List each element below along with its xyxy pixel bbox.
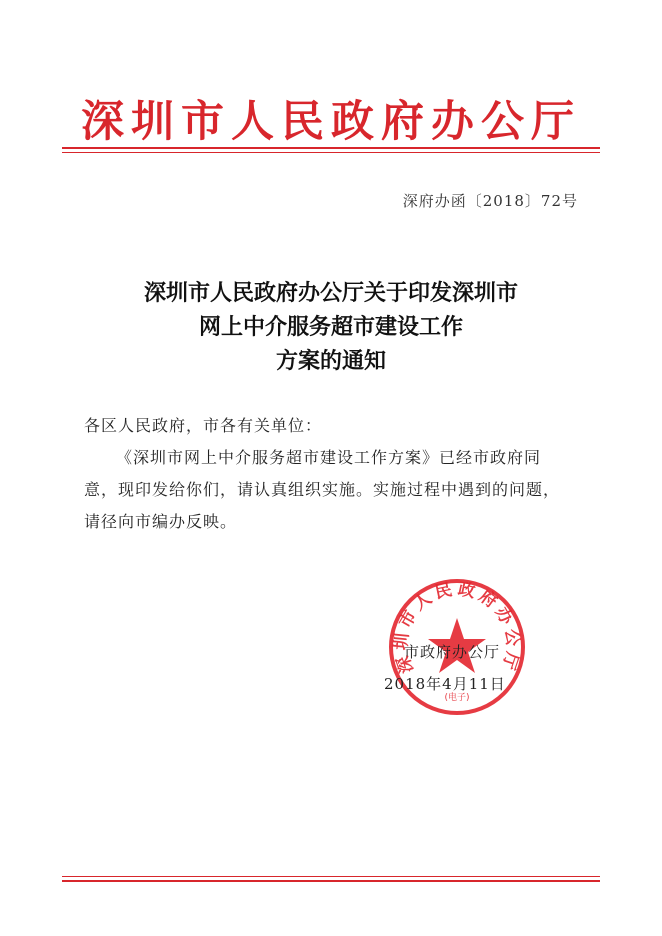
footer-divider-thick <box>62 880 600 882</box>
masthead-title: 深圳市人民政府办公厅 <box>81 97 581 147</box>
header-divider-thin <box>62 152 600 153</box>
header-divider-thick <box>62 147 600 149</box>
addressee: 各区人民政府，市各有关单位： <box>84 416 323 435</box>
issuer-name: 市政府办公厅 <box>404 643 501 661</box>
document-number: 深府办函〔2018〕72号 <box>402 192 578 210</box>
seal-sub-label: (电子) <box>444 693 470 703</box>
title-line-1: 深圳市人民政府办公厅关于印发深圳市 <box>143 280 518 306</box>
body-line-3: 请径向市编办反映。 <box>84 512 238 531</box>
issue-date: 2018年4月11日 <box>384 675 506 693</box>
body-line-2: 意，现印发给你们，请认真组织实施。实施过程中遇到的问题， <box>84 480 561 499</box>
footer-divider-thin <box>62 876 600 877</box>
title-line-3: 方案的通知 <box>275 348 386 374</box>
title-line-2: 网上中介服务超市建设工作 <box>198 314 463 340</box>
body-line-1: 《深圳市网上中介服务超市建设工作方案》已经市政府同 <box>116 448 542 467</box>
seal-text: 深圳市人民政府办公厅 <box>391 579 523 676</box>
